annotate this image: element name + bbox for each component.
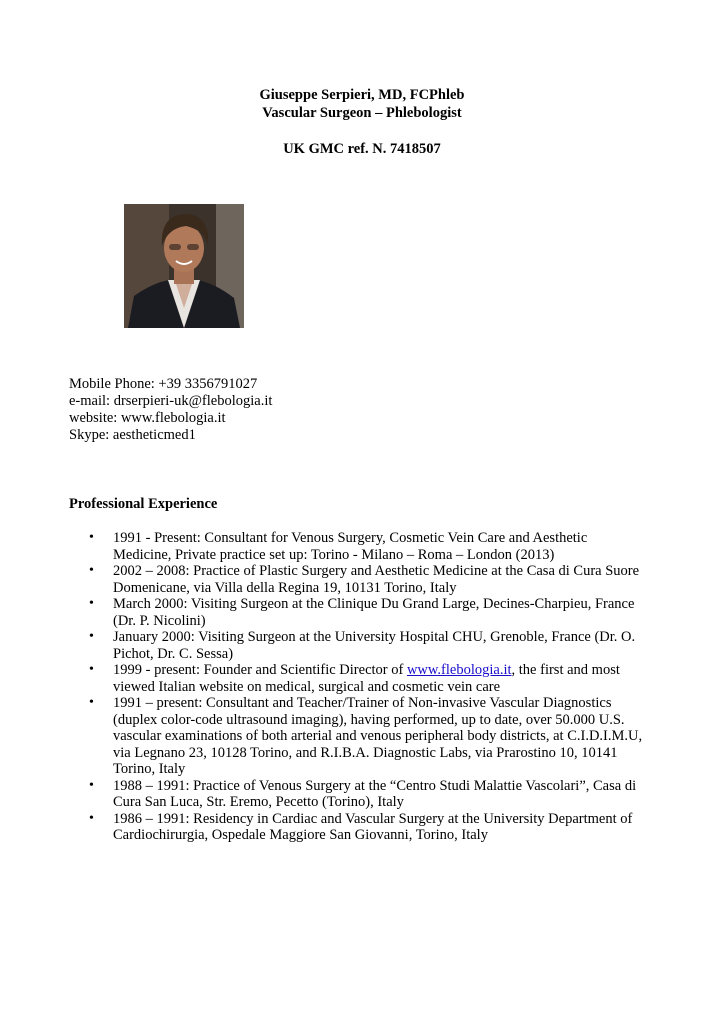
list-item-line: Medicine, Private practice set up: Torino - Milano – Roma – London (2013) — [113, 546, 555, 563]
experience-list — [69, 530, 659, 844]
list-item-line: Cardiochirurgia, Ospedale Maggiore San Giovanni, Torino, Italy — [113, 827, 488, 843]
list-item-line: viewed Italian website on medical, surgical and cosmetic vein care — [113, 678, 501, 695]
bullet-icon: • — [89, 530, 94, 545]
profile-photo — [124, 204, 244, 328]
list-item — [69, 695, 659, 778]
list-item-line: Cura San Luca, Str. Eremo, Pecetto (Torino), Italy — [113, 794, 404, 810]
list-item-line: (Dr. P. Nicolini) — [113, 612, 206, 629]
contact-info — [69, 376, 272, 444]
doctor-name: Giuseppe Serpieri, MD, FCPhleb — [259, 87, 465, 103]
section-title-professional-experience: Professional Experience — [69, 496, 218, 512]
bullet-icon: • — [89, 596, 94, 611]
bullet-icon: • — [89, 563, 94, 578]
portrait-photo-icon — [124, 204, 244, 328]
bullet-icon: • — [89, 695, 94, 710]
list-item-line: (duplex color-code ultrasound imaging), having performed, up to date, over 50.000 U.S. — [113, 711, 625, 728]
list-item-line: 1988 – 1991: Practice of Venous Surgery at the “Centro Studi Malattie Vascolari”, Casa di — [113, 777, 637, 794]
list-item-line: Domenicane, via Villa della Regina 19, 10131 Torino, Italy — [113, 579, 457, 596]
list-item-line: 2002 – 2008: Practice of Plastic Surgery and Aesthetic Medicine at the Casa di Cura Suore — [113, 563, 640, 579]
mobile-phone: Mobile Phone: +39 3356791027 — [69, 376, 258, 392]
list-item-line: Pichot, Dr. C. Sessa) — [113, 645, 234, 662]
list-item-line — [113, 662, 659, 679]
website: website: www.flebologia.it — [69, 410, 226, 426]
flebologia-website-link[interactable]: www.flebologia.it — [406, 662, 512, 678]
list-item-text: , the first and most — [511, 662, 620, 678]
list-item — [69, 629, 659, 662]
list-item-line: 1991 – present: Consultant and Teacher/Trainer of Non-invasive Vascular Diagnostics — [113, 695, 612, 711]
bullet-icon: • — [89, 629, 94, 644]
list-item-text: 1999 - present: Founder and Scientific Director of — [113, 662, 407, 678]
gmc-reference: UK GMC ref. N. 7418507 — [283, 141, 441, 157]
list-item-line: January 2000: Visiting Surgeon at the University Hospital CHU, Grenoble, France (Dr. O. — [113, 629, 636, 645]
list-item-line: 1991 - Present: Consultant for Venous Surgery, Cosmetic Vein Care and Aesthetic — [113, 530, 588, 546]
bullet-icon: • — [89, 777, 94, 793]
list-item-line: March 2000: Visiting Surgeon at the Clinique Du Grand Large, Decines-Charpieu, France — [113, 596, 635, 612]
list-item — [69, 811, 659, 844]
skype-id: Skype: aestheticmed1 — [69, 427, 196, 443]
list-item-line: via Legnano 23, 10128 Torino, and R.I.B.A. Diagnostic Labs, via Prarostino 10, 10141 — [113, 744, 618, 761]
list-item-line: Torino, Italy — [113, 761, 186, 777]
list-item-line: 1986 – 1991: Residency in Cardiac and Vascular Surgery at the University Department of — [113, 810, 633, 827]
list-item — [69, 563, 659, 596]
bullet-icon: • — [89, 662, 94, 677]
list-item — [69, 778, 659, 811]
list-item-line: vascular examinations of both arterial and venous peripheral body districts, at C.I.D.I.M.U, — [113, 728, 643, 744]
email-address: e-mail: drserpieri-uk@flebologia.it — [69, 393, 273, 409]
list-item — [69, 530, 659, 563]
bullet-icon: • — [89, 810, 94, 826]
doctor-title: Vascular Surgeon – Phlebologist — [262, 105, 462, 121]
list-item — [69, 596, 659, 629]
document-header — [0, 86, 724, 158]
list-item — [69, 662, 659, 695]
